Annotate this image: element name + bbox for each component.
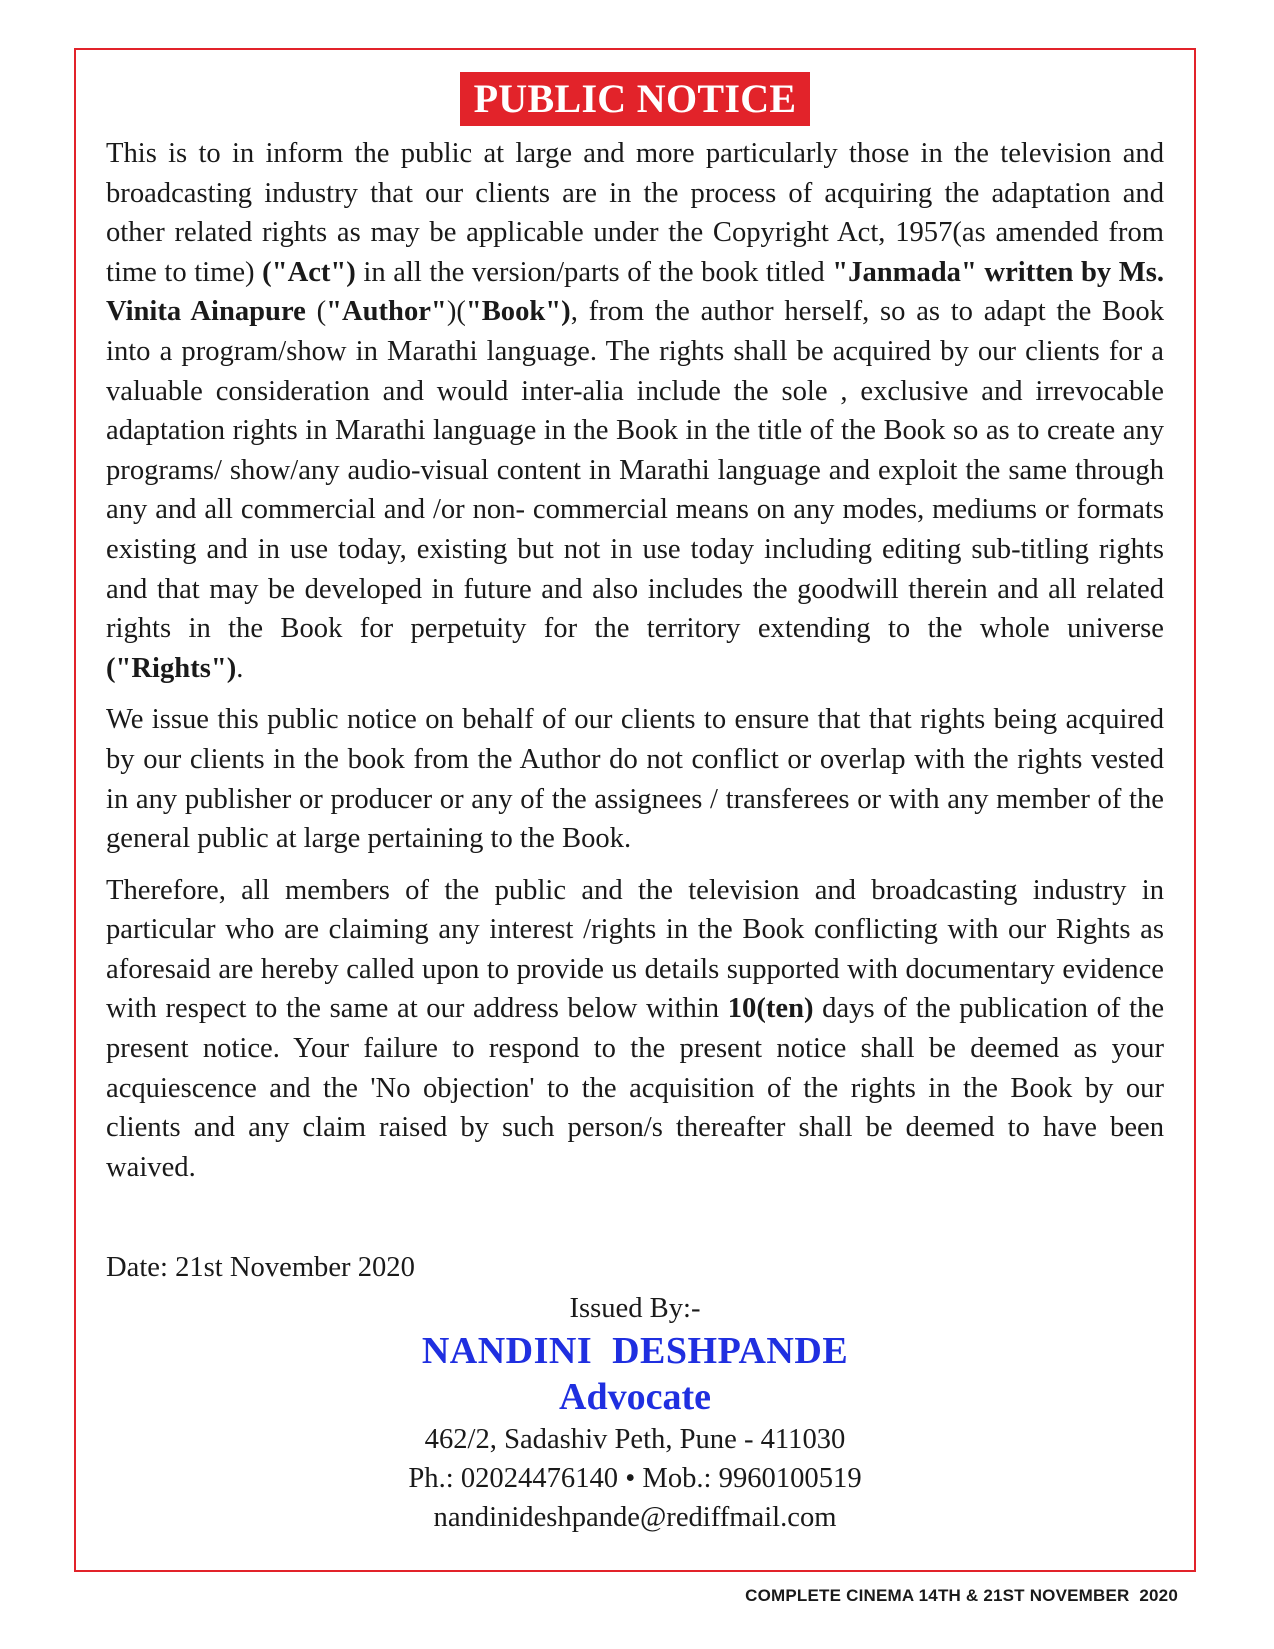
issuer-email: nandinideshpande@rediffmail.com [433,1502,837,1533]
publication-footer: COMPLETE CINEMA 14TH & 21ST NOVEMBER 2020 [745,1586,1178,1605]
p1-text-1: This is to in inform the public at large and more particularly those in the television and broadcasting industry that our clients are in the process of acquiring the adaptation and other related rights as may be applicable under the Copyright Act, 1957(as amended from time to time) [106,138,1164,288]
paragraph-2: We issue this public notice on behalf of our clients to ensure that that rights being acquired by our clients in the book from the Author do not conflict or overlap with the rights vested in any publisher or producer or any of the assignees / transferees or with any member of the general public at large pertaining to the Book. [106,704,1164,855]
p1-bold-act: ("Act") [262,256,356,288]
issuer-block [76,1290,1194,1537]
title-container [76,72,1194,126]
notice-title: PUBLIC NOTICE [460,72,811,126]
p1-bold-rights: ("Rights") [106,652,237,684]
p1-text-5: , from the author herself, so as to adapt the Book into a program/show in Marathi language. The rights shall be acquired by our clients for a valuable consideration and would inter-alia include the sole , exclusive and irrevocable adaptation rights in Marathi language in the Book in the title of the Book so as to create any programs/ show/any audio-visual content in Marathi language and exploit the same through any and all commercial and /or non- commercial means on any modes, mediums or formats existing and in use today, existing but not in use today including editing sub-titling rights and that may be developed in future and also includes the goodwill therein and all related rights in the Book for perpetuity for the territory extending to the whole universe [106,296,1165,645]
p3-bold-days: 10(ten) [727,993,814,1025]
p1-bold-book: "Book") [465,296,571,328]
issuer-name: NANDINI DESHPANDE [421,1330,849,1372]
p1-text-4: )( [446,296,466,328]
paragraph-1 [106,134,1164,688]
issuer-phone: Ph.: 02024476140 • Mob.: 9960100519 [408,1463,862,1494]
p1-bold-book-title: "Janmada" written by Ms. Vinita Ainapure [106,256,1164,328]
p1-text-3: ( [305,296,327,328]
p1-text-6: . [236,652,244,684]
p1-text-2: in all the version/parts of the book titled [355,256,833,288]
issuer-address: 462/2, Sadashiv Peth, Pune - 411030 [424,1424,846,1455]
notice-body [106,134,1164,1187]
p3-text-2: days of the publication of the present notice. Your failure to respond to the present notice shall be deemed as your acquiescence and the 'No objection' to the acquisition of the rights in the Book by our clients and any claim raised by such person/s thereafter shall be deemed to have been waived. [106,993,1165,1183]
issuer-role: Advocate [559,1376,711,1418]
p3-text-1: Therefore, all members of the public and the television and broadcasting industry in particular who are claiming any interest /rights in the Book conflicting with our Rights as aforesaid are hereby called upon to provide us details supported with documentary evidence with respect to the same at our address below within [106,874,1164,1025]
paragraph-3 [106,871,1164,1188]
p1-bold-author: "Author" [326,296,447,328]
notice-date: Date: 21st November 2020 [106,1252,415,1283]
notice-border [74,48,1196,1572]
issued-by-label: Issued By:- [569,1293,701,1324]
